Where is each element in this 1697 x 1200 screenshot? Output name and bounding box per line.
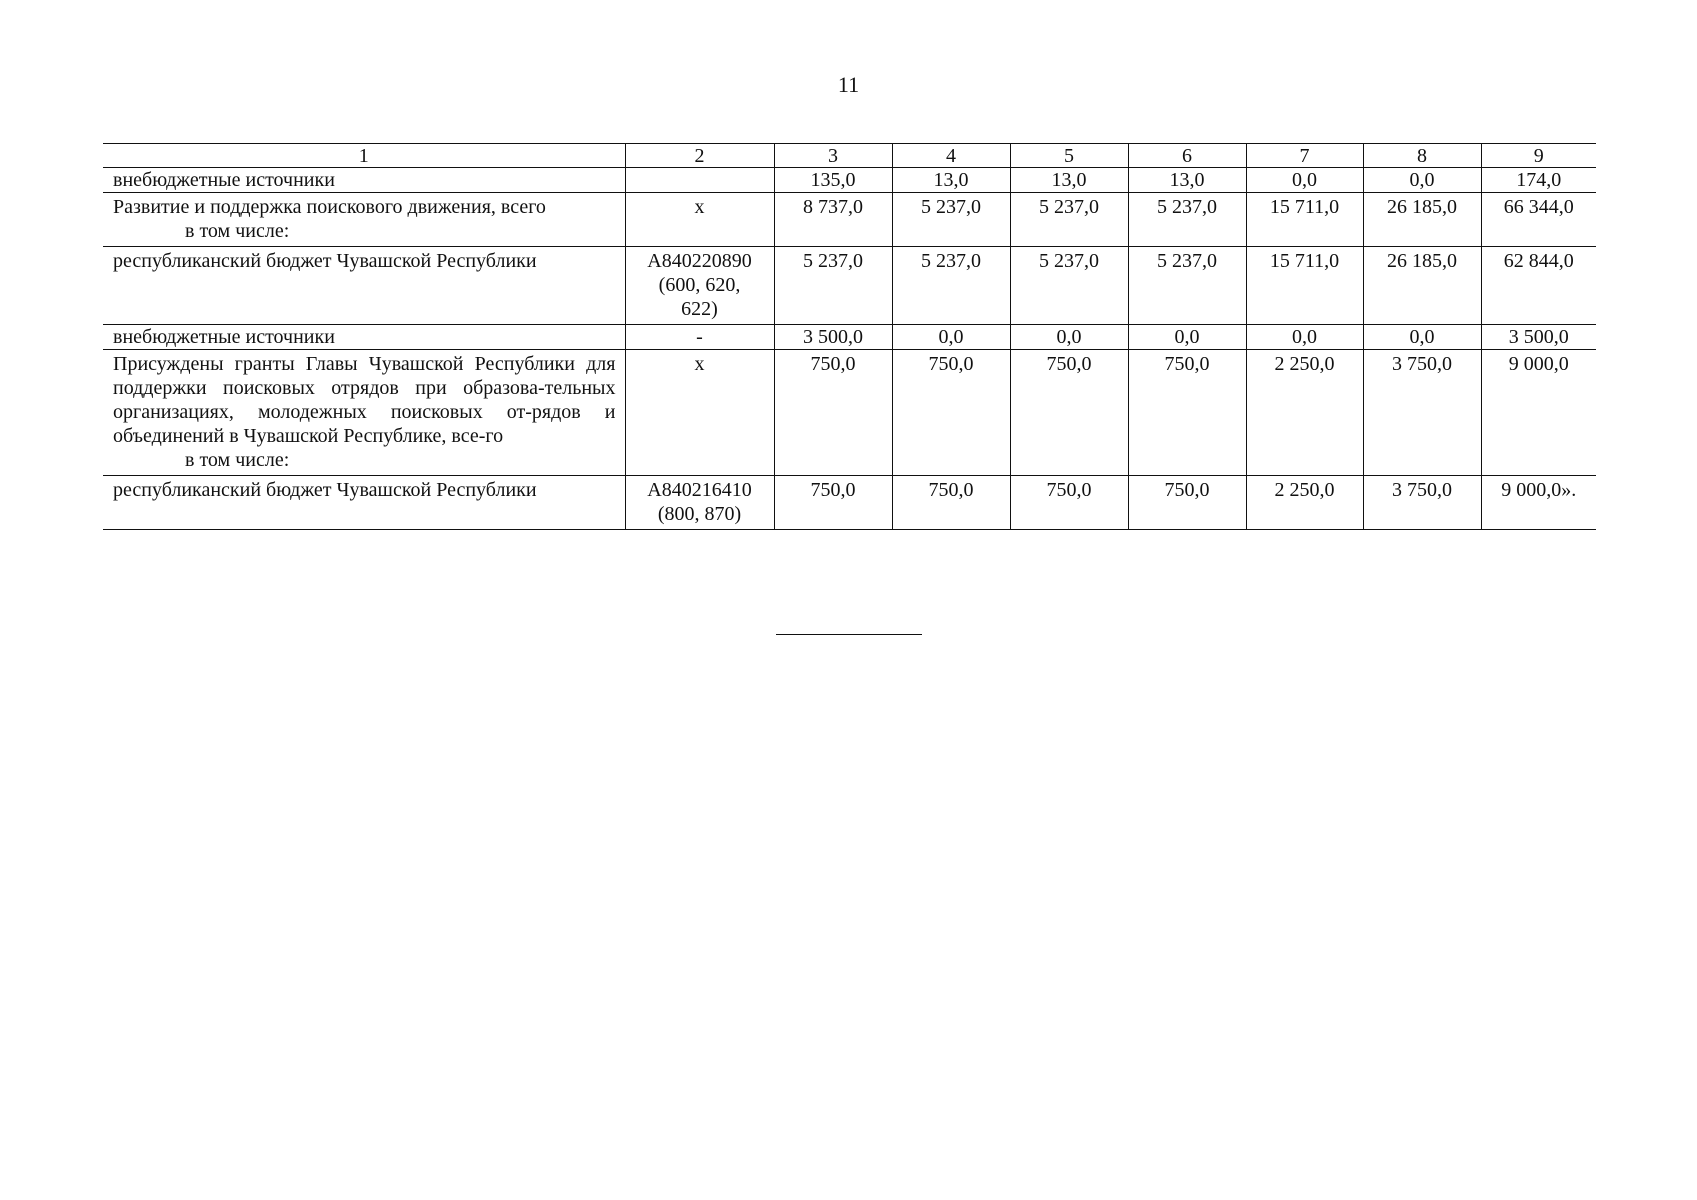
value-cell: 5 237,0 xyxy=(1128,247,1246,325)
value-cell: 9 000,0 xyxy=(1481,350,1596,476)
value-cell: 0,0 xyxy=(1010,325,1128,350)
column-number-header: 9 xyxy=(1481,144,1596,168)
value-cell: 5 237,0 xyxy=(1010,193,1128,247)
row-code: x xyxy=(694,196,705,218)
table-row xyxy=(103,325,1596,350)
value-cell: 0,0 xyxy=(892,325,1010,350)
value-cell: 15 711,0 xyxy=(1246,193,1363,247)
row-code: (800, 870) xyxy=(657,503,742,525)
value-cell: 13,0 xyxy=(892,168,1010,193)
value-cell: 15 711,0 xyxy=(1246,247,1363,325)
table-row xyxy=(103,193,1596,247)
row-code-cell xyxy=(625,168,774,193)
row-name-cell xyxy=(103,193,625,247)
row-name-cell xyxy=(103,350,625,476)
value-cell: 0,0 xyxy=(1128,325,1246,350)
table-row xyxy=(103,168,1596,193)
column-number-header: 6 xyxy=(1128,144,1246,168)
row-name: Присуждены гранты Главы Чувашской Республики для поддержки поисковых отрядов при образова-тельных организациях, молодежных поисковых от-рядов и объединений в Чувашской Республике, все-го xyxy=(113,353,616,447)
row-subtitle: в том числе: xyxy=(185,220,290,242)
value-cell: 3 500,0 xyxy=(1481,325,1596,350)
table-row xyxy=(103,476,1596,530)
row-code-cell xyxy=(625,247,774,325)
row-code-cell xyxy=(625,325,774,350)
value-cell: 62 844,0 xyxy=(1481,247,1596,325)
table-row xyxy=(103,350,1596,476)
row-code: 622) xyxy=(681,298,718,320)
row-code-cell xyxy=(625,193,774,247)
value-cell: 5 237,0 xyxy=(1010,247,1128,325)
value-cell: 13,0 xyxy=(1010,168,1128,193)
value-cell: 2 250,0 xyxy=(1246,350,1363,476)
row-code: x xyxy=(694,353,705,375)
row-name: Развитие и поддержка поискового движения, всего xyxy=(113,196,546,218)
value-cell: 13,0 xyxy=(1128,168,1246,193)
row-subtitle: в том числе: xyxy=(185,449,290,471)
value-cell: 750,0 xyxy=(1128,350,1246,476)
row-code-cell xyxy=(625,350,774,476)
value-cell: 750,0 xyxy=(774,476,892,530)
column-number-header: 5 xyxy=(1010,144,1128,168)
value-cell: 2 250,0 xyxy=(1246,476,1363,530)
row-name-cell xyxy=(103,247,625,325)
footer-divider xyxy=(776,634,922,635)
budget-table xyxy=(103,143,1596,530)
value-cell: 3 750,0 xyxy=(1363,350,1481,476)
row-code: - xyxy=(696,326,703,348)
value-cell: 0,0 xyxy=(1363,325,1481,350)
value-cell: 3 500,0 xyxy=(774,325,892,350)
column-number-header: 2 xyxy=(625,144,774,168)
value-cell: 26 185,0 xyxy=(1363,193,1481,247)
row-code: А840216410 xyxy=(647,479,752,501)
value-cell: 750,0 xyxy=(1010,476,1128,530)
column-number-header: 1 xyxy=(103,144,625,168)
table-row xyxy=(103,247,1596,325)
value-cell: 3 750,0 xyxy=(1363,476,1481,530)
value-cell: 750,0 xyxy=(774,350,892,476)
value-cell: 174,0 xyxy=(1481,168,1596,193)
row-code-cell xyxy=(625,476,774,530)
row-name: республиканский бюджет Чувашской Республики xyxy=(113,479,537,501)
row-code: (600, 620, xyxy=(658,274,741,296)
row-name-cell xyxy=(103,325,625,350)
page-number: 11 xyxy=(837,72,860,97)
value-cell: 750,0 xyxy=(892,476,1010,530)
value-cell: 750,0 xyxy=(892,350,1010,476)
row-name-cell xyxy=(103,476,625,530)
value-cell: 66 344,0 xyxy=(1481,193,1596,247)
value-cell: 135,0 xyxy=(774,168,892,193)
value-cell: 5 237,0 xyxy=(774,247,892,325)
table-header-row xyxy=(103,144,1596,168)
row-name: внебюджетные источники xyxy=(113,326,335,348)
row-name-cell xyxy=(103,168,625,193)
row-name: республиканский бюджет Чувашской Республики xyxy=(113,250,537,272)
value-cell: 5 237,0 xyxy=(1128,193,1246,247)
value-cell: 750,0 xyxy=(1128,476,1246,530)
value-cell: 0,0 xyxy=(1363,168,1481,193)
value-cell: 8 737,0 xyxy=(774,193,892,247)
value-cell: 5 237,0 xyxy=(892,193,1010,247)
value-cell: 26 185,0 xyxy=(1363,247,1481,325)
value-cell: 5 237,0 xyxy=(892,247,1010,325)
row-name: внебюджетные источники xyxy=(113,169,335,191)
value-cell: 750,0 xyxy=(1010,350,1128,476)
row-code: А840220890 xyxy=(647,250,752,272)
column-number-header: 7 xyxy=(1246,144,1363,168)
value-cell: 9 000,0». xyxy=(1481,476,1596,530)
column-number-header: 8 xyxy=(1363,144,1481,168)
column-number-header: 4 xyxy=(892,144,1010,168)
value-cell: 0,0 xyxy=(1246,168,1363,193)
column-number-header: 3 xyxy=(774,144,892,168)
value-cell: 0,0 xyxy=(1246,325,1363,350)
